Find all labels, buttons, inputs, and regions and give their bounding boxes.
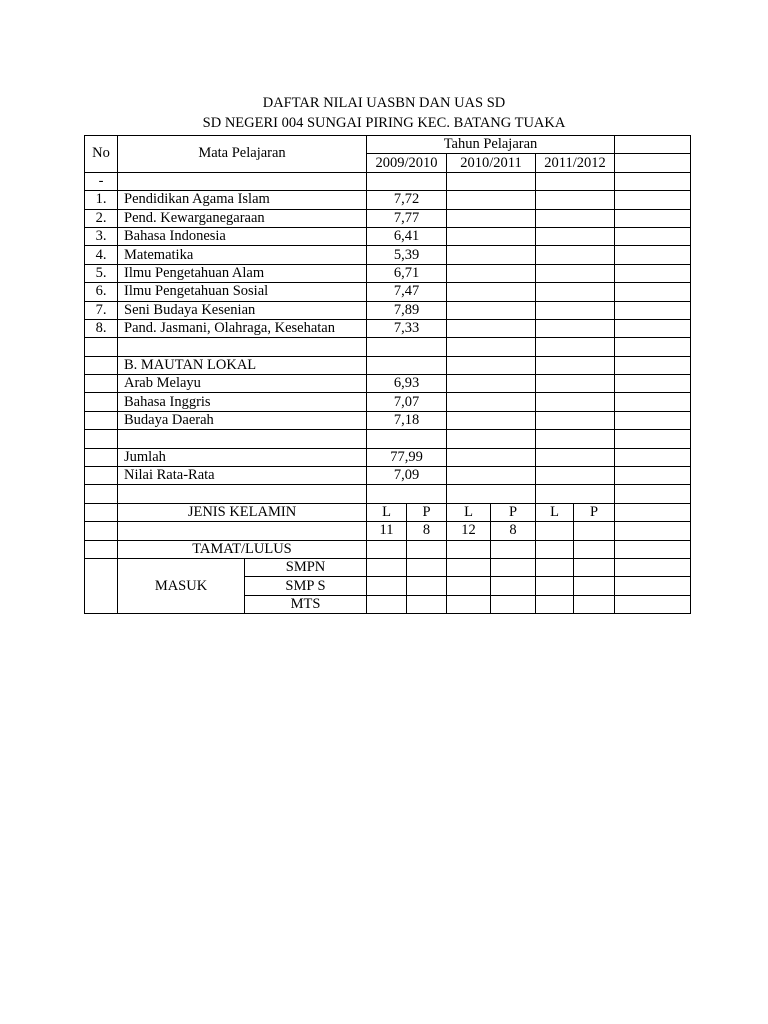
row-number: -	[85, 172, 118, 190]
row-number: 5.	[85, 264, 118, 282]
school-type: SMP S	[245, 577, 367, 595]
table-row	[85, 540, 691, 558]
gender-header: L	[447, 503, 491, 521]
table-row	[85, 375, 691, 393]
subject-name: Pend. Kewarganegaraan	[118, 209, 367, 227]
school-type: MTS	[245, 595, 367, 613]
school-type: SMPN	[245, 558, 367, 576]
subject-name: Bahasa Inggris	[118, 393, 367, 411]
score-2009: 6,41	[367, 227, 447, 245]
score-2009: 7,89	[367, 301, 447, 319]
score-2009: 6,71	[367, 264, 447, 282]
col-header-year-2011: 2011/2012	[536, 154, 615, 172]
table-row	[85, 338, 691, 356]
gender-count	[536, 522, 574, 540]
row-number: 1.	[85, 191, 118, 209]
gender-header: P	[574, 503, 615, 521]
col-header-subject: Mata Pelajaran	[118, 136, 367, 173]
table-row	[85, 485, 691, 503]
average-value: 7,09	[367, 467, 447, 485]
document-subtitle: SD NEGERI 004 SUNGAI PIRING KEC. BATANG TUAKA	[202, 115, 566, 131]
table-row	[85, 467, 691, 485]
score-2009: 6,93	[367, 375, 447, 393]
col-header-year-group: Tahun Pelajaran	[367, 136, 615, 154]
table-row	[85, 264, 691, 282]
table-row	[85, 411, 691, 429]
score-2009: 7,47	[367, 283, 447, 301]
table-row	[85, 283, 691, 301]
gender-header: L	[367, 503, 407, 521]
score-2009: 7,77	[367, 209, 447, 227]
empty-cell	[615, 136, 691, 154]
gender-count: 11	[367, 522, 407, 540]
subject-name: Pand. Jasmani, Olahraga, Kesehatan	[118, 319, 367, 337]
score-2009: 5,39	[367, 246, 447, 264]
col-header-year-2010: 2010/2011	[447, 154, 536, 172]
table-row	[85, 558, 691, 576]
col-header-no: No	[85, 136, 118, 173]
enrolled-label: MASUK	[118, 558, 245, 613]
col-header-year-2009: 2009/2010	[367, 154, 447, 172]
score-2009: 7,33	[367, 319, 447, 337]
subject-name: Pendidikan Agama Islam	[118, 191, 367, 209]
local-heading: B. MAUTAN LOKAL	[118, 356, 367, 374]
table-row	[85, 448, 691, 466]
gender-count: 12	[447, 522, 491, 540]
gender-count: 8	[491, 522, 536, 540]
row-number: 6.	[85, 283, 118, 301]
grades-table	[84, 135, 691, 614]
table-row	[85, 430, 691, 448]
table-row	[85, 172, 691, 190]
row-number: 4.	[85, 246, 118, 264]
table-row	[85, 522, 691, 540]
score-2009: 7,07	[367, 393, 447, 411]
score-2009: 7,18	[367, 411, 447, 429]
table-row	[85, 227, 691, 245]
subject-name: Arab Melayu	[118, 375, 367, 393]
subject-name: Matematika	[118, 246, 367, 264]
total-label: Jumlah	[118, 448, 367, 466]
gender-header: P	[491, 503, 536, 521]
average-label: Nilai Rata-Rata	[118, 467, 367, 485]
subject-name: Bahasa Indonesia	[118, 227, 367, 245]
subject-name: Budaya Daerah	[118, 411, 367, 429]
table-row	[85, 356, 691, 374]
row-number: 7.	[85, 301, 118, 319]
gender-header: L	[536, 503, 574, 521]
gender-count	[574, 522, 615, 540]
table-row	[85, 503, 691, 521]
document-title: DAFTAR NILAI UASBN DAN UAS SD	[262, 95, 506, 111]
score-2009: 7,72	[367, 191, 447, 209]
subject-name: Ilmu Pengetahuan Sosial	[118, 283, 367, 301]
table-row	[85, 393, 691, 411]
subject-name: Ilmu Pengetahuan Alam	[118, 264, 367, 282]
table-row	[85, 246, 691, 264]
table-row	[85, 319, 691, 337]
row-number: 2.	[85, 209, 118, 227]
table-row	[85, 209, 691, 227]
subject-name: Seni Budaya Kesenian	[118, 301, 367, 319]
total-value: 77,99	[367, 448, 447, 466]
graduated-label: TAMAT/LULUS	[118, 540, 367, 558]
table-row	[85, 301, 691, 319]
empty-cell	[615, 154, 691, 172]
table-row	[85, 191, 691, 209]
row-number: 8.	[85, 319, 118, 337]
gender-count: 8	[407, 522, 447, 540]
row-number: 3.	[85, 227, 118, 245]
gender-label: JENIS KELAMIN	[118, 503, 367, 521]
gender-header: P	[407, 503, 447, 521]
